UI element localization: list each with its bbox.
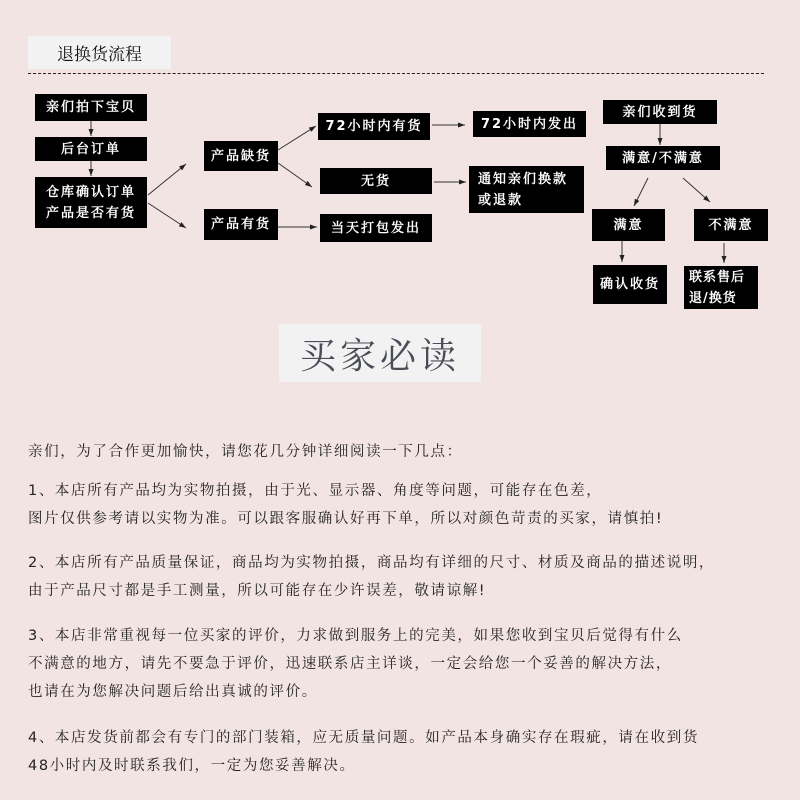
notice-line: 3、本店非常重视每一位买家的评价，力求做到服务上的完美，如果您收到宝贝后觉得有什么 [28, 628, 683, 644]
notice-line: 图片仅供参考请以实物为准。可以跟客服确认好再下单，所以对颜色苛责的买家，请慎拍! [28, 511, 664, 527]
flow-box-label: 无货 [360, 173, 391, 189]
flow-box-label: 产品是否有货 [45, 205, 136, 221]
flow-box-label: 满意 [613, 217, 644, 233]
flow-box-received [603, 100, 717, 124]
flow-box-notify-exchange [469, 166, 584, 213]
buyer-notice-intro [28, 438, 798, 466]
flow-box-label: 联系售后 [689, 269, 746, 285]
flow-box-no-stock [320, 168, 432, 194]
flow-box-label: 确认收货 [599, 277, 660, 292]
flow-box-label: 亲们拍下宝贝 [45, 100, 136, 115]
flow-box-backend-order [35, 137, 147, 161]
flow-box-label: 72小时内有货 [325, 119, 423, 134]
flow-box-label: 产品有货 [210, 217, 271, 232]
flow-box-in-stock [204, 209, 278, 240]
section-title-return-process: 退换货流程 [28, 36, 171, 69]
flow-box-label: 不满意 [708, 217, 754, 233]
notice-line: 48小时内及时联系我们，一定为您妥善解决。 [28, 758, 356, 774]
flow-box-ship-same-day [320, 214, 432, 242]
notice-line: 1、本店所有产品均为实物拍摄，由于光、显示器、角度等问题，可能存在色差， [28, 483, 603, 499]
flow-box-warehouse-confirm [35, 177, 147, 228]
notice-line: 亲们，为了合作更加愉快，请您花几分钟详细阅读一下几点： [28, 444, 463, 460]
flow-box-label: 72小时内发出 [480, 116, 579, 132]
flow-box-out-of-stock [204, 141, 278, 171]
flow-box-satisfied [592, 209, 665, 241]
notice-item-2 [28, 549, 798, 605]
flow-box-label: 退/换货 [689, 290, 737, 306]
flow-box-contact-after-sales [684, 266, 758, 309]
flow-box-unsatisfied [694, 209, 768, 241]
flow-box-label: 产品缺货 [210, 148, 271, 164]
flow-box-place-order [35, 94, 147, 121]
flow-box-label: 通知亲们换款 [478, 171, 569, 187]
notice-line: 由于产品尺寸都是手工测量，所以可能存在少许误差，敬请谅解! [28, 583, 487, 599]
buyer-notice-title: 买家必读 [279, 324, 481, 382]
flow-box-label: 后台订单 [60, 141, 121, 157]
notice-line: 4、本店发货前都会有专门的部门装箱，应无质量问题。如产品本身确实存在瑕疵，请在收到货 [28, 730, 699, 746]
flow-box-restock-72h [318, 113, 430, 140]
notice-line: 2、本店所有产品质量保证，商品均为实物拍摄，商品均有详细的尺寸、材质及商品的描述说明， [28, 555, 716, 571]
notice-item-4 [28, 724, 798, 780]
flow-box-label: 满意/不满意 [622, 150, 704, 166]
flow-box-satisfied-or-not [606, 146, 720, 170]
flow-box-label: 当天打包发出 [330, 220, 421, 236]
notice-item-1 [28, 477, 798, 533]
flow-box-confirm-receipt [593, 265, 667, 304]
notice-line: 不满意的地方，请先不要急于评价，迅速联系店主详谈，一定会给您一个妥善的解决方法， [28, 656, 672, 672]
notice-item-3 [28, 622, 798, 706]
flow-box-label: 或退款 [478, 192, 524, 208]
flow-box-ship-72h [473, 111, 586, 137]
flow-box-label: 亲们收到货 [622, 104, 698, 120]
flow-box-label: 仓库确认订单 [45, 184, 136, 200]
notice-line: 也请在为您解决问题后给出真诚的评价。 [28, 684, 318, 700]
